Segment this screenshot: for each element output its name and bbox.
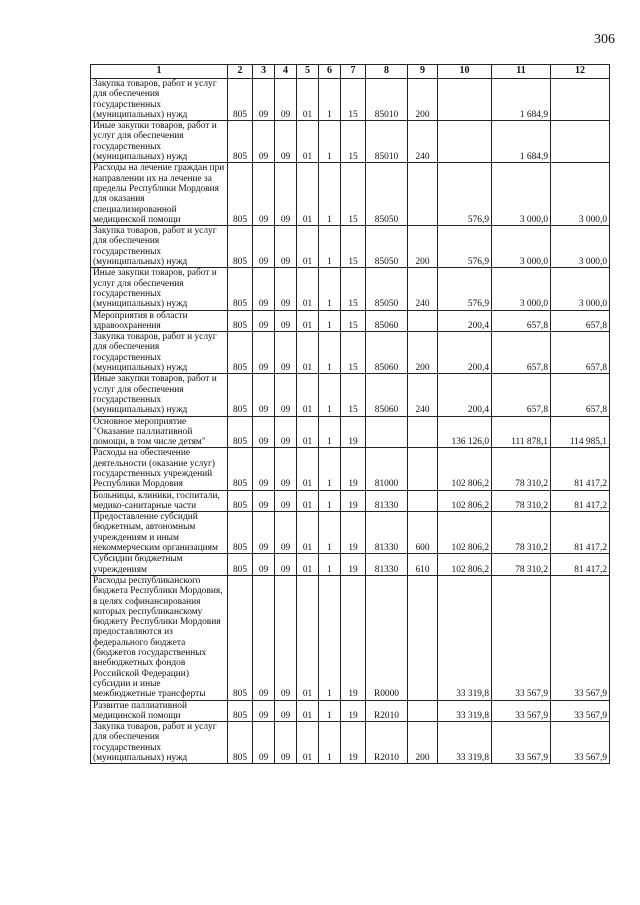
- code-cell: 240: [408, 374, 438, 416]
- code-cell: 09: [253, 121, 275, 163]
- code-cell: 1: [319, 79, 341, 121]
- code-cell: 805: [228, 226, 253, 268]
- row-name-cell: Основное мероприятие "Оказание паллиативной помощи, в том числе детям": [91, 416, 228, 448]
- amount-cell: 81 417,2: [551, 554, 610, 576]
- amount-cell: 102 806,2: [438, 448, 492, 490]
- amount-cell: 81 417,2: [551, 448, 610, 490]
- code-cell: 09: [275, 554, 297, 576]
- row-name-cell: Закупка товаров, работ и услуг для обеспечения государственных (муниципальных) нужд: [91, 332, 228, 374]
- amount-cell: 102 806,2: [438, 490, 492, 512]
- code-cell: 1: [319, 490, 341, 512]
- amount-cell: [551, 79, 610, 121]
- amount-cell: 1 684,9: [492, 121, 551, 163]
- column-header: 8: [366, 65, 408, 79]
- code-cell: 1: [319, 163, 341, 226]
- column-header: 9: [408, 65, 438, 79]
- code-cell: 09: [275, 416, 297, 448]
- amount-cell: 657,8: [492, 374, 551, 416]
- code-cell: 240: [408, 268, 438, 310]
- amount-cell: [551, 121, 610, 163]
- code-cell: 01: [297, 79, 319, 121]
- amount-cell: [438, 121, 492, 163]
- code-cell: 15: [341, 79, 366, 121]
- row-name-cell: Развитие паллиативной медицинской помощи: [91, 700, 228, 722]
- code-cell: 09: [275, 79, 297, 121]
- code-cell: [408, 700, 438, 722]
- table-row: [91, 163, 610, 226]
- table-row: [91, 310, 610, 332]
- code-cell: 240: [408, 121, 438, 163]
- row-name-cell: Предоставление субсидий бюджетным, автономным учреждениям и иным некоммерческим организациям: [91, 512, 228, 554]
- code-cell: 1: [319, 310, 341, 332]
- code-cell: 805: [228, 575, 253, 700]
- amount-cell: 33 567,9: [492, 575, 551, 700]
- code-cell: 85050: [366, 226, 408, 268]
- amount-cell: 200,4: [438, 374, 492, 416]
- table-row: [91, 490, 610, 512]
- code-cell: 85010: [366, 121, 408, 163]
- code-cell: 200: [408, 79, 438, 121]
- code-cell: 09: [253, 700, 275, 722]
- amount-cell: 3 000,0: [492, 163, 551, 226]
- table-row: [91, 448, 610, 490]
- code-cell: [366, 416, 408, 448]
- code-cell: 09: [275, 700, 297, 722]
- code-cell: 09: [275, 226, 297, 268]
- code-cell: 09: [253, 554, 275, 576]
- table-row: [91, 700, 610, 722]
- column-header: 2: [228, 65, 253, 79]
- amount-cell: 111 878,1: [492, 416, 551, 448]
- code-cell: 19: [341, 700, 366, 722]
- table-row: [91, 512, 610, 554]
- code-cell: 09: [253, 448, 275, 490]
- code-cell: R2010: [366, 722, 408, 764]
- table-row: [91, 79, 610, 121]
- row-name-cell: Иные закупки товаров, работ и услуг для обеспечения государственных (муниципальных) нужд: [91, 268, 228, 310]
- code-cell: 19: [341, 554, 366, 576]
- code-cell: 1: [319, 722, 341, 764]
- code-cell: R0000: [366, 575, 408, 700]
- code-cell: R2010: [366, 700, 408, 722]
- code-cell: 01: [297, 374, 319, 416]
- code-cell: 1: [319, 268, 341, 310]
- code-cell: 09: [275, 722, 297, 764]
- code-cell: 15: [341, 374, 366, 416]
- row-name-cell: Иные закупки товаров, работ и услуг для обеспечения государственных (муниципальных) нужд: [91, 374, 228, 416]
- amount-cell: 3 000,0: [492, 268, 551, 310]
- amount-cell: 3 000,0: [551, 163, 610, 226]
- code-cell: 805: [228, 448, 253, 490]
- code-cell: 805: [228, 121, 253, 163]
- row-name-cell: Расходы республиканского бюджета Республики Мордовия, в целях софинансирования которых республиканскому бюджету Республики Мордовия предоставляются из федерального бюджета (бюджетов государственных внебюджетных фондов Российской Федерации) субсидии и иные межбюджетные трансферты: [91, 575, 228, 700]
- column-header: 1: [91, 65, 228, 79]
- code-cell: 15: [341, 226, 366, 268]
- amount-cell: 3 000,0: [551, 268, 610, 310]
- row-name-cell: Иные закупки товаров, работ и услуг для обеспечения государственных (муниципальных) нужд: [91, 121, 228, 163]
- code-cell: 805: [228, 163, 253, 226]
- row-name-cell: Больницы, клиники, госпитали, медико-санитарные части: [91, 490, 228, 512]
- code-cell: 805: [228, 79, 253, 121]
- code-cell: 09: [275, 163, 297, 226]
- code-cell: 200: [408, 226, 438, 268]
- code-cell: 09: [253, 310, 275, 332]
- code-cell: 19: [341, 512, 366, 554]
- amount-cell: 78 310,2: [492, 554, 551, 576]
- code-cell: 09: [275, 512, 297, 554]
- code-cell: [408, 575, 438, 700]
- code-cell: 09: [253, 332, 275, 374]
- code-cell: 200: [408, 332, 438, 374]
- row-name-cell: Субсидии бюджетным учреждениям: [91, 554, 228, 576]
- amount-cell: 576,9: [438, 163, 492, 226]
- code-cell: 09: [275, 121, 297, 163]
- code-cell: 1: [319, 374, 341, 416]
- code-cell: 01: [297, 121, 319, 163]
- row-name-cell: Закупка товаров, работ и услуг для обеспечения государственных (муниципальных) нужд: [91, 79, 228, 121]
- code-cell: 85060: [366, 374, 408, 416]
- amount-cell: 33 319,8: [438, 575, 492, 700]
- code-cell: 1: [319, 554, 341, 576]
- code-cell: 01: [297, 490, 319, 512]
- code-cell: 15: [341, 121, 366, 163]
- code-cell: [408, 310, 438, 332]
- code-cell: 19: [341, 416, 366, 448]
- code-cell: 01: [297, 310, 319, 332]
- amount-cell: 200,4: [438, 310, 492, 332]
- code-cell: 200: [408, 722, 438, 764]
- code-cell: 09: [275, 268, 297, 310]
- code-cell: 09: [253, 226, 275, 268]
- code-cell: 09: [253, 575, 275, 700]
- code-cell: 85060: [366, 332, 408, 374]
- code-cell: 01: [297, 512, 319, 554]
- code-cell: 09: [275, 374, 297, 416]
- code-cell: 15: [341, 163, 366, 226]
- code-cell: 01: [297, 268, 319, 310]
- code-cell: 01: [297, 448, 319, 490]
- code-cell: 1: [319, 332, 341, 374]
- table-row: [91, 722, 610, 764]
- column-header: 10: [438, 65, 492, 79]
- code-cell: 09: [253, 722, 275, 764]
- code-cell: 805: [228, 268, 253, 310]
- code-cell: 01: [297, 416, 319, 448]
- amount-cell: 78 310,2: [492, 490, 551, 512]
- code-cell: 19: [341, 490, 366, 512]
- code-cell: 09: [275, 448, 297, 490]
- amount-cell: 657,8: [492, 310, 551, 332]
- amount-cell: 33 567,9: [551, 575, 610, 700]
- code-cell: 1: [319, 512, 341, 554]
- amount-cell: 33 567,9: [492, 722, 551, 764]
- table-header-row: [91, 65, 610, 79]
- row-name-cell: Расходы на обеспечение деятельности (оказание услуг) государственных учреждений Республики Мордовия: [91, 448, 228, 490]
- column-header: 4: [275, 65, 297, 79]
- code-cell: 805: [228, 374, 253, 416]
- budget-table: [90, 64, 610, 764]
- code-cell: 09: [275, 332, 297, 374]
- table-row: [91, 416, 610, 448]
- table-row: [91, 554, 610, 576]
- table-row: [91, 121, 610, 163]
- code-cell: 1: [319, 416, 341, 448]
- code-cell: 805: [228, 722, 253, 764]
- amount-cell: 81 417,2: [551, 490, 610, 512]
- code-cell: 15: [341, 332, 366, 374]
- table-row: [91, 268, 610, 310]
- column-header: 11: [492, 65, 551, 79]
- code-cell: 81330: [366, 490, 408, 512]
- amount-cell: 576,9: [438, 268, 492, 310]
- code-cell: 15: [341, 268, 366, 310]
- code-cell: 19: [341, 575, 366, 700]
- code-cell: 19: [341, 722, 366, 764]
- column-header: 12: [551, 65, 610, 79]
- column-header: 5: [297, 65, 319, 79]
- code-cell: 805: [228, 332, 253, 374]
- row-name-cell: Закупка товаров, работ и услуг для обеспечения государственных (муниципальных) нужд: [91, 226, 228, 268]
- amount-cell: 102 806,2: [438, 554, 492, 576]
- row-name-cell: Расходы на лечение граждан при направлении их на лечение за пределы Республики Мордовия для оказания специализированной медицинской помощи: [91, 163, 228, 226]
- amount-cell: 576,9: [438, 226, 492, 268]
- amount-cell: 657,8: [551, 374, 610, 416]
- code-cell: 81330: [366, 554, 408, 576]
- code-cell: [408, 416, 438, 448]
- amount-cell: 136 126,0: [438, 416, 492, 448]
- row-name-cell: Закупка товаров, работ и услуг для обеспечения государственных (муниципальных) нужд: [91, 722, 228, 764]
- column-header: 7: [341, 65, 366, 79]
- code-cell: 19: [341, 448, 366, 490]
- code-cell: 1: [319, 226, 341, 268]
- amount-cell: 78 310,2: [492, 448, 551, 490]
- amount-cell: 33 319,8: [438, 722, 492, 764]
- amount-cell: 3 000,0: [551, 226, 610, 268]
- amount-cell: 81 417,2: [551, 512, 610, 554]
- amount-cell: 657,8: [492, 332, 551, 374]
- amount-cell: 657,8: [551, 310, 610, 332]
- code-cell: 805: [228, 416, 253, 448]
- page-number: 306: [594, 32, 615, 47]
- code-cell: 600: [408, 512, 438, 554]
- code-cell: 09: [275, 490, 297, 512]
- amount-cell: 114 985,1: [551, 416, 610, 448]
- amount-cell: 33 567,9: [492, 700, 551, 722]
- amount-cell: 3 000,0: [492, 226, 551, 268]
- table-row: [91, 226, 610, 268]
- code-cell: 1: [319, 121, 341, 163]
- code-cell: 15: [341, 310, 366, 332]
- amount-cell: 33 567,9: [551, 722, 610, 764]
- code-cell: 805: [228, 310, 253, 332]
- code-cell: 09: [275, 310, 297, 332]
- amount-cell: 33 567,9: [551, 700, 610, 722]
- code-cell: 01: [297, 700, 319, 722]
- code-cell: 610: [408, 554, 438, 576]
- amount-cell: 33 319,8: [438, 700, 492, 722]
- code-cell: 805: [228, 700, 253, 722]
- code-cell: 85010: [366, 79, 408, 121]
- code-cell: 01: [297, 226, 319, 268]
- code-cell: 09: [253, 79, 275, 121]
- code-cell: 01: [297, 575, 319, 700]
- amount-cell: 657,8: [551, 332, 610, 374]
- column-header: 3: [253, 65, 275, 79]
- code-cell: 09: [275, 575, 297, 700]
- code-cell: 09: [253, 512, 275, 554]
- code-cell: 01: [297, 554, 319, 576]
- amount-cell: 1 684,9: [492, 79, 551, 121]
- code-cell: 81000: [366, 448, 408, 490]
- code-cell: 01: [297, 722, 319, 764]
- code-cell: 09: [253, 374, 275, 416]
- column-header: 6: [319, 65, 341, 79]
- code-cell: 01: [297, 163, 319, 226]
- code-cell: [408, 163, 438, 226]
- amount-cell: [438, 79, 492, 121]
- amount-cell: 200,4: [438, 332, 492, 374]
- code-cell: 805: [228, 490, 253, 512]
- code-cell: 85050: [366, 163, 408, 226]
- code-cell: 01: [297, 332, 319, 374]
- code-cell: 85060: [366, 310, 408, 332]
- row-name-cell: Мероприятия в области здравоохранения: [91, 310, 228, 332]
- table-row: [91, 332, 610, 374]
- code-cell: 1: [319, 448, 341, 490]
- code-cell: 85050: [366, 268, 408, 310]
- code-cell: 805: [228, 512, 253, 554]
- amount-cell: 78 310,2: [492, 512, 551, 554]
- code-cell: 09: [253, 490, 275, 512]
- code-cell: 09: [253, 416, 275, 448]
- code-cell: 1: [319, 700, 341, 722]
- code-cell: 805: [228, 554, 253, 576]
- code-cell: 1: [319, 575, 341, 700]
- code-cell: 09: [253, 268, 275, 310]
- code-cell: 81330: [366, 512, 408, 554]
- code-cell: [408, 490, 438, 512]
- amount-cell: 102 806,2: [438, 512, 492, 554]
- code-cell: [408, 448, 438, 490]
- table-row: [91, 374, 610, 416]
- table-row: [91, 575, 610, 700]
- code-cell: 09: [253, 163, 275, 226]
